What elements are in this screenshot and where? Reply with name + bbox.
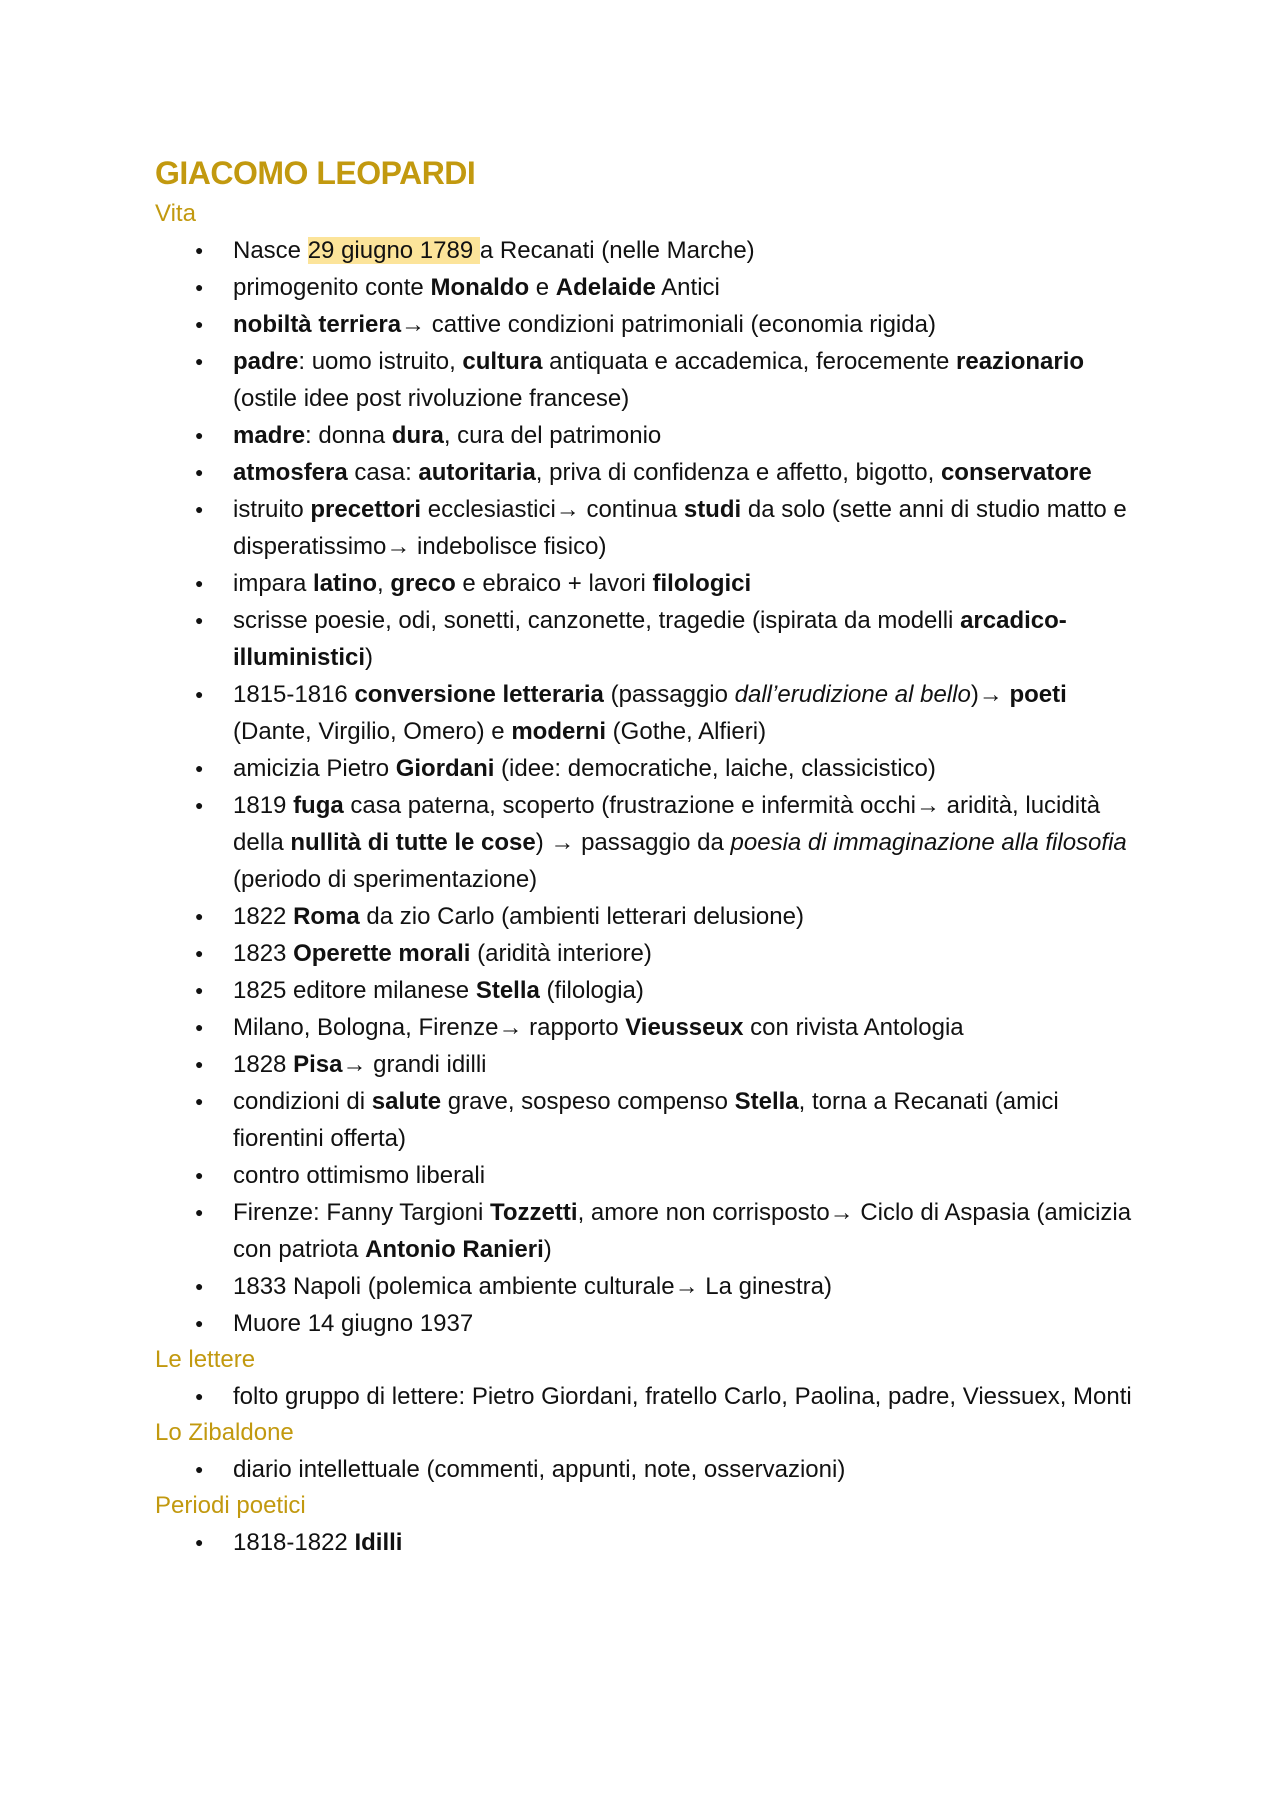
text-segment: 1825 editore milanese bbox=[233, 977, 476, 1004]
list-item bbox=[233, 1083, 1145, 1157]
list-item bbox=[233, 972, 1145, 1009]
list-item bbox=[233, 1305, 1145, 1342]
italic-text: poesia di immaginazione alla filosofia bbox=[730, 829, 1127, 856]
bullet-list-vita bbox=[155, 232, 1145, 1342]
bold-text: Tozzetti bbox=[490, 1199, 578, 1226]
text-segment: 1818-1822 bbox=[233, 1529, 355, 1556]
text-segment: e ebraico + lavori bbox=[455, 570, 653, 597]
text-segment: Milano, Bologna, Firenze→ rapporto bbox=[233, 1014, 626, 1041]
text-segment: 1822 bbox=[233, 903, 294, 930]
bullet-list-zibaldone bbox=[155, 1451, 1145, 1488]
text-segment: grave, sospeso compenso bbox=[441, 1088, 735, 1115]
list-item bbox=[233, 306, 1145, 343]
bold-text: Giordani bbox=[395, 755, 495, 782]
text-segment: , amore non corrisposto→ Ciclo di Aspasia (amicizia con patriota bbox=[233, 1199, 1132, 1263]
text-segment: → cattive condizioni patrimoniali (economia rigida) bbox=[401, 311, 936, 338]
list-item bbox=[233, 232, 1145, 269]
bold-text: salute bbox=[371, 1088, 442, 1115]
text-segment: contro ottimismo liberali bbox=[233, 1162, 486, 1189]
bold-text: Vieusseux bbox=[625, 1014, 744, 1041]
text-segment: casa: bbox=[347, 459, 419, 486]
bold-text: Stella bbox=[475, 977, 540, 1004]
list-item bbox=[233, 935, 1145, 972]
list-item bbox=[233, 1378, 1145, 1415]
section-heading-periodi: Periodi poetici bbox=[155, 1492, 306, 1519]
bullet-list-periodi bbox=[155, 1524, 1145, 1561]
text-segment: istruito bbox=[233, 496, 311, 523]
list-item bbox=[233, 750, 1145, 787]
list-item bbox=[233, 1157, 1145, 1194]
bold-text: fuga bbox=[293, 792, 344, 819]
bold-text: nobiltà terriera bbox=[233, 311, 402, 338]
bold-text: reazionario bbox=[956, 348, 1085, 375]
bold-text: Operette morali bbox=[293, 940, 471, 967]
text-segment: (filologia) bbox=[539, 977, 644, 1004]
text-segment: 1819 bbox=[233, 792, 294, 819]
bold-text: conversione letteraria bbox=[354, 681, 604, 708]
text-segment: 1815-1816 bbox=[233, 681, 355, 708]
bold-text: greco bbox=[390, 570, 456, 597]
text-segment: ecclesiastici→ continua bbox=[421, 496, 684, 523]
list-item bbox=[233, 898, 1145, 935]
text-segment: a Recanati (nelle Marche) bbox=[479, 237, 755, 264]
bold-text: madre bbox=[233, 422, 306, 449]
list-item bbox=[233, 1009, 1145, 1046]
section-heading-zibaldone: Lo Zibaldone bbox=[155, 1419, 294, 1446]
section-heading-lettere: Le lettere bbox=[155, 1346, 256, 1373]
list-item bbox=[233, 1194, 1145, 1268]
list-item bbox=[233, 565, 1145, 602]
text-segment: , torna a Recanati (amici fiorentini offerta) bbox=[233, 1088, 1059, 1152]
bold-text: padre bbox=[233, 348, 299, 375]
bold-text: Monaldo bbox=[430, 274, 530, 301]
text-segment: (aridità interiore) bbox=[470, 940, 652, 967]
text-segment: con rivista Antologia bbox=[743, 1014, 964, 1041]
list-item bbox=[233, 787, 1145, 898]
text-segment: 1823 bbox=[233, 940, 294, 967]
highlighted-text: 29 giugno 1789 bbox=[307, 237, 480, 264]
bold-text: filologici bbox=[652, 570, 752, 597]
text-segment: folto gruppo di lettere: Pietro Giordani, fratello Carlo, Paolina, padre, Viessuex, Monti bbox=[233, 1383, 1132, 1410]
text-segment: , cura del patrimonio bbox=[443, 422, 662, 449]
list-item bbox=[233, 602, 1145, 676]
text-segment: (idee: democratiche, laiche, classicistico) bbox=[494, 755, 936, 782]
text-segment: )→ bbox=[970, 681, 1010, 708]
text-segment: impara bbox=[233, 570, 314, 597]
text-segment: da zio Carlo (ambienti letterari delusione) bbox=[359, 903, 804, 930]
list-item bbox=[233, 343, 1145, 417]
text-segment: , bbox=[377, 570, 391, 597]
text-segment: , priva di confidenza e affetto, bigotto, bbox=[535, 459, 941, 486]
list-item bbox=[233, 454, 1145, 491]
list-item bbox=[233, 491, 1145, 565]
list-item bbox=[233, 676, 1145, 750]
bold-text: nullità di tutte le cose bbox=[290, 829, 536, 856]
bullet-list-lettere bbox=[155, 1378, 1145, 1415]
text-segment: Muore 14 giugno 1937 bbox=[233, 1310, 474, 1337]
bold-text: dura bbox=[391, 422, 444, 449]
text-segment: casa paterna, scoperto (frustrazione e infermità occhi→ aridità, lucidità della bbox=[233, 792, 1101, 856]
text-segment: (periodo di sperimentazione) bbox=[233, 866, 538, 893]
text-segment: Nasce bbox=[233, 237, 308, 264]
text-segment: (Dante, Virgilio, Omero) e bbox=[233, 718, 512, 745]
bold-text: atmosfera bbox=[233, 459, 348, 486]
bold-text: moderni bbox=[511, 718, 607, 745]
list-item bbox=[233, 417, 1145, 454]
text-segment: ) bbox=[543, 1236, 552, 1263]
text-segment: primogenito conte bbox=[233, 274, 431, 301]
text-segment: e bbox=[529, 274, 556, 301]
text-segment: 1833 Napoli (polemica ambiente culturale→ La ginestra) bbox=[233, 1273, 832, 1300]
text-segment: condizioni di bbox=[233, 1088, 372, 1115]
text-segment: scrisse poesie, odi, sonetti, canzonette, tragedie (ispirata da modelli bbox=[233, 607, 961, 634]
bold-text: cultura bbox=[462, 348, 543, 375]
text-segment: ) → passaggio da bbox=[535, 829, 731, 856]
text-segment: → grandi idilli bbox=[342, 1051, 487, 1078]
text-segment: : donna bbox=[305, 422, 392, 449]
bold-text: Stella bbox=[734, 1088, 799, 1115]
bold-text: conservatore bbox=[940, 459, 1092, 486]
text-segment: antiquata e accademica, ferocemente bbox=[542, 348, 957, 375]
text-segment: 1828 bbox=[233, 1051, 294, 1078]
bold-text: Antonio Ranieri bbox=[365, 1236, 544, 1263]
bold-text: Roma bbox=[293, 903, 360, 930]
text-segment: (ostile idee post rivoluzione francese) bbox=[233, 385, 630, 412]
bold-text: Adelaide bbox=[555, 274, 656, 301]
list-item bbox=[233, 1046, 1145, 1083]
page-title: GIACOMO LEOPARDI bbox=[155, 155, 476, 191]
bold-text: studi bbox=[683, 496, 742, 523]
bold-text: poeti bbox=[1009, 681, 1067, 708]
bold-text: arcadico-illuministici bbox=[233, 607, 1067, 671]
text-segment: da solo (sette anni di studio matto e disperatissimo→ indebolisce fisico) bbox=[233, 496, 1127, 560]
text-segment: Firenze: Fanny Targioni bbox=[233, 1199, 491, 1226]
list-item bbox=[233, 1524, 1145, 1561]
text-segment: Antici bbox=[655, 274, 720, 301]
italic-text: dall’erudizione al bello bbox=[734, 681, 971, 708]
bold-text: Pisa bbox=[293, 1051, 343, 1078]
list-item bbox=[233, 1268, 1145, 1305]
bold-text: Idilli bbox=[354, 1529, 403, 1556]
text-segment: diario intellettuale (commenti, appunti, note, osservazioni) bbox=[233, 1456, 846, 1483]
text-segment: (Gothe, Alfieri) bbox=[606, 718, 767, 745]
text-segment: (passaggio bbox=[603, 681, 735, 708]
text-segment: ) bbox=[365, 644, 374, 671]
text-segment: : uomo istruito, bbox=[298, 348, 463, 375]
list-item bbox=[233, 1451, 1145, 1488]
list-item bbox=[233, 269, 1145, 306]
bold-text: latino bbox=[313, 570, 378, 597]
bold-text: autoritaria bbox=[418, 459, 536, 486]
document-content bbox=[155, 155, 1145, 1561]
section-heading-vita: Vita bbox=[155, 200, 196, 227]
text-segment: amicizia Pietro bbox=[233, 755, 396, 782]
bold-text: precettori bbox=[310, 496, 422, 523]
